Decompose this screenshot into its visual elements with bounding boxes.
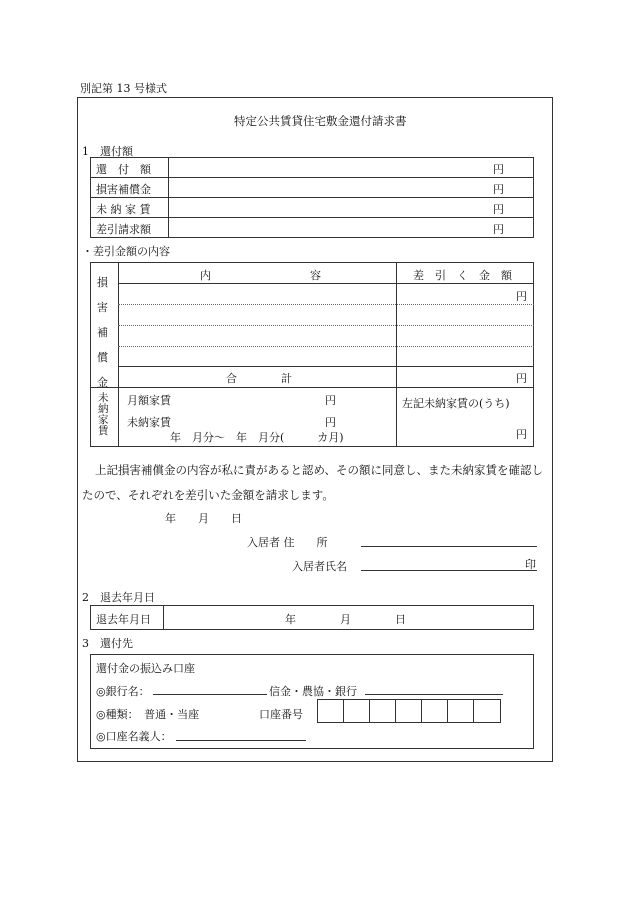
name-label: 入居者氏名 (292, 560, 347, 573)
monthly-rent-unit: 円 (325, 394, 336, 407)
section3-heading: 3 還付先 (82, 637, 133, 650)
rent-period: 年 月分～ 年 月分( カ月) (170, 431, 344, 444)
net-claim-label: 差引請求額 (96, 223, 151, 236)
unpaid-rent-detail-unit: 円 (325, 416, 336, 429)
name-line[interactable] (361, 570, 537, 571)
deduction-heading: ・差引金額の内容 (82, 245, 170, 258)
unpaid-rent-label: 未 納 家 賃 (96, 203, 151, 216)
address-line[interactable] (361, 546, 537, 547)
total-label: 合 計 (226, 372, 292, 385)
account-heading: 還付金の振込み口座 (96, 662, 195, 675)
damage-vertical-label: 損 害 補 償 金 (97, 276, 108, 389)
form-number: 別記第 13 号様式 (80, 82, 167, 95)
total-unit: 円 (516, 372, 527, 385)
moveout-date-value: 年 月 日 (285, 613, 406, 626)
rent-right-note: 左記未納家賃の(うち) (402, 397, 510, 410)
branch-line[interactable] (365, 694, 503, 695)
rent-vertical-label: 未 納 家 賃 (98, 392, 109, 437)
statement-line-1: 上記損害補償金の内容が私に責があると認め、その額に同意し、また未納家賃を確認し (95, 463, 544, 477)
moveout-date-label: 退去年月日 (96, 613, 151, 626)
deduction-unit: 円 (516, 290, 527, 303)
refund-amount-label: 還 付 額 (96, 163, 151, 176)
seal-mark: 印 (525, 558, 536, 571)
rent-right-unit: 円 (516, 428, 527, 441)
address-label: 入居者 住 所 (247, 536, 328, 549)
statement-line-2: たので、それぞれを差引いた金額を請求します。 (82, 488, 334, 502)
application-date: 年 月 日 (165, 512, 242, 525)
section1-heading: 1 還付額 (82, 145, 133, 158)
bank-name-line[interactable] (153, 694, 267, 695)
bank-name-label: ◎銀行名： (96, 685, 150, 698)
unpaid-rent-detail-label: 未納家賃 (127, 416, 171, 429)
bank-types: 信金・農協・銀行 (269, 685, 357, 698)
refund-amount-unit: 円 (493, 163, 504, 176)
net-claim-unit: 円 (493, 223, 504, 236)
damage-compensation-unit: 円 (493, 183, 504, 196)
account-type-label: ◎種類： 普通・当座 (96, 708, 200, 721)
section2-heading: 2 退去年月日 (82, 591, 155, 604)
unpaid-rent-unit: 円 (493, 203, 504, 216)
form-title: 特定公共賃貸住宅敷金還付請求書 (234, 114, 407, 128)
content-header: 内 容 (200, 269, 321, 282)
monthly-rent-label: 月額家賃 (127, 394, 171, 407)
account-holder-line[interactable] (176, 740, 306, 741)
damage-compensation-label: 損害補償金 (96, 183, 151, 196)
deduction-amount-header: 差 引 く 金 額 (413, 269, 512, 282)
account-holder-label: ◎口座名義人： (96, 730, 172, 743)
account-number-label: 口座番号 (259, 708, 303, 721)
